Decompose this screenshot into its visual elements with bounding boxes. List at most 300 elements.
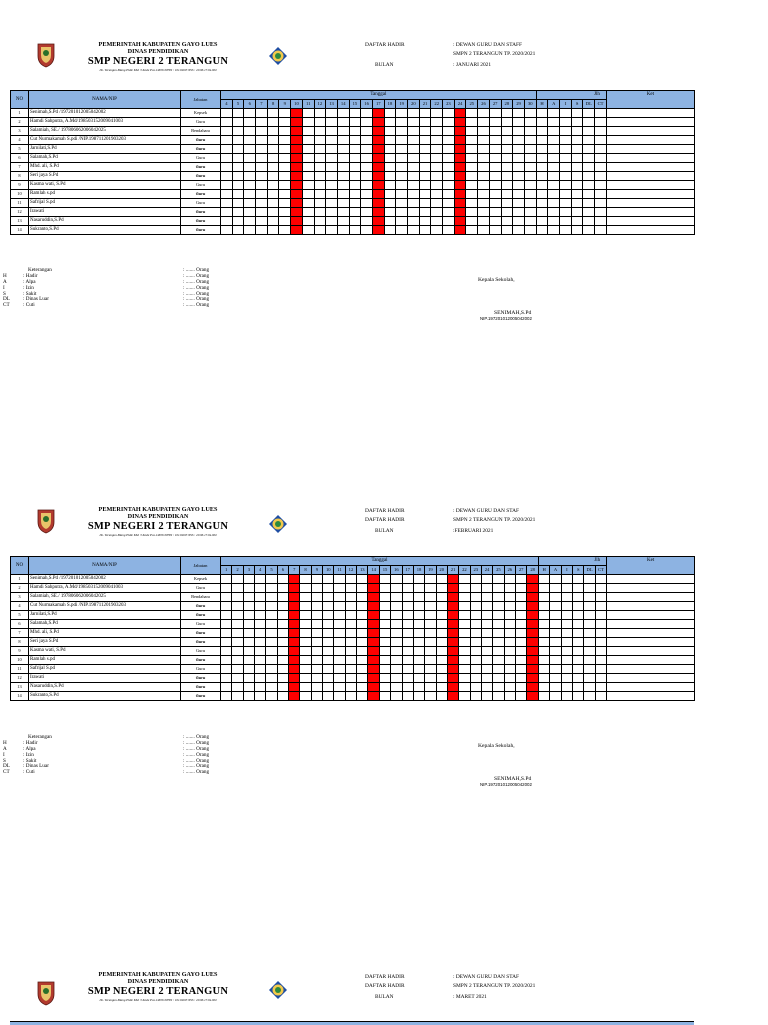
- attendance-cell: [527, 629, 539, 638]
- row-number: 13: [11, 217, 29, 226]
- attendance-cell: [337, 154, 349, 163]
- attendance-cell: [595, 656, 606, 665]
- attendance-cell: [291, 217, 303, 226]
- attendance-cell: [470, 620, 481, 629]
- attendance-cell: [443, 217, 455, 226]
- staff-jabatan: Guru: [181, 136, 221, 145]
- attendance-cell: [413, 692, 424, 701]
- attendance-cell: [357, 638, 368, 647]
- attendance-cell: [436, 647, 447, 656]
- attendance-cell: [419, 208, 431, 217]
- attendance-cell: [326, 181, 338, 190]
- attendance-cell: [255, 584, 266, 593]
- attendance-cell: [314, 172, 326, 181]
- row-number: 6: [11, 154, 29, 163]
- attendance-cell: [334, 665, 345, 674]
- row-number: 8: [11, 172, 29, 181]
- attendance-cell: [302, 145, 314, 154]
- staff-jabatan: Guru: [181, 226, 221, 235]
- attendance-cell: [524, 208, 536, 217]
- staff-jabatan: Guru: [181, 190, 221, 199]
- ket-cell: [606, 109, 694, 118]
- attendance-cell: [573, 656, 584, 665]
- attendance-cell: [573, 575, 584, 584]
- attendance-cell: [334, 584, 345, 593]
- attendance-cell: [571, 118, 583, 127]
- attendance-cell: [459, 656, 470, 665]
- attendance-cell: [595, 584, 606, 593]
- day-header: 12: [345, 566, 356, 575]
- attendance-cell: [501, 145, 513, 154]
- attendance-cell: [481, 602, 492, 611]
- attendance-cell: [291, 163, 303, 172]
- legend-count: : ....... Orang: [183, 757, 210, 764]
- attendance-cell: [267, 226, 279, 235]
- attendance-cell: [243, 638, 254, 647]
- attendance-cell: [334, 638, 345, 647]
- attendance-cell: [361, 163, 373, 172]
- attendance-cell: [267, 109, 279, 118]
- attendance-cell: [232, 217, 244, 226]
- attendance-cell: [314, 127, 326, 136]
- day-header: 9: [279, 100, 291, 109]
- attendance-cell: [443, 127, 455, 136]
- attendance-cell: [447, 665, 458, 674]
- attendance-cell: [243, 629, 254, 638]
- staff-name: Irawati: [29, 674, 181, 683]
- attendance-cell: [515, 620, 526, 629]
- attendance-cell: [524, 145, 536, 154]
- attendance-cell: [431, 172, 443, 181]
- attendance-cell: [334, 656, 345, 665]
- staff-jabatan: Guru: [181, 145, 221, 154]
- attendance-cell: [408, 181, 420, 190]
- attendance-cell: [501, 181, 513, 190]
- attendance-cell: [326, 163, 338, 172]
- staff-name: Safrijal S.pd: [29, 199, 181, 208]
- attendance-cell: [337, 145, 349, 154]
- attendance-cell: [402, 692, 413, 701]
- attendance-cell: [454, 217, 466, 226]
- attendance-cell: [408, 208, 420, 217]
- attendance-cell: [279, 127, 291, 136]
- attendance-cell: [323, 692, 334, 701]
- legend-key: CT: [3, 769, 10, 776]
- attendance-cell: [361, 145, 373, 154]
- attendance-cell: [379, 611, 390, 620]
- attendance-cell: [345, 683, 356, 692]
- day-header: 7: [256, 100, 268, 109]
- attendance-cell: [504, 692, 515, 701]
- attendance-cell: [481, 638, 492, 647]
- attendance-cell: [267, 208, 279, 217]
- attendance-cell: [357, 602, 368, 611]
- attendance-cell: [527, 665, 539, 674]
- attendance-cell: [221, 208, 233, 217]
- attendance-cell: [466, 217, 478, 226]
- attendance-cell: [443, 118, 455, 127]
- bulan-value: : JANUARI 2021: [453, 62, 492, 69]
- attendance-cell: [595, 145, 607, 154]
- attendance-cell: [334, 629, 345, 638]
- legend-desc: : Cuti: [23, 769, 35, 776]
- legend-key: H: [3, 272, 7, 279]
- attendance-cell: [436, 674, 447, 683]
- attendance-cell: [337, 172, 349, 181]
- legend-key: DL: [3, 763, 10, 770]
- attendance-cell: [504, 620, 515, 629]
- attendance-cell: [573, 593, 584, 602]
- attendance-cell: [443, 154, 455, 163]
- attendance-cell: [548, 127, 560, 136]
- attendance-cell: [368, 584, 379, 593]
- legend-title: Keterangan: [28, 267, 52, 273]
- attendance-cell: [244, 127, 256, 136]
- attendance-cell: [501, 217, 513, 226]
- staff-name: Seri jaya S.Pd: [29, 172, 181, 181]
- attendance-cell: [361, 154, 373, 163]
- staff-jabatan: Guru: [181, 692, 221, 701]
- school-name: SMP NEGERI 2 TERANGUN: [87, 521, 229, 532]
- attendance-cell: [300, 584, 311, 593]
- attendance-cell: [595, 127, 607, 136]
- attendance-cell: [302, 217, 314, 226]
- legend-count: : ....... Orang: [183, 734, 210, 740]
- ket-cell: [607, 584, 695, 593]
- attendance-cell: [501, 109, 513, 118]
- attendance-cell: [334, 593, 345, 602]
- attendance-cell: [289, 629, 300, 638]
- attendance-cell: [396, 217, 408, 226]
- attendance-cell: [524, 163, 536, 172]
- day-header: 15: [379, 566, 390, 575]
- attendance-cell: [361, 199, 373, 208]
- attendance-cell: [524, 181, 536, 190]
- attendance-cell: [391, 575, 402, 584]
- attendance-cell: [300, 629, 311, 638]
- attendance-cell: [244, 190, 256, 199]
- attendance-cell: [470, 683, 481, 692]
- attendance-cell: [289, 620, 300, 629]
- attendance-cell: [326, 136, 338, 145]
- attendance-cell: [573, 611, 584, 620]
- attendance-cell: [372, 136, 384, 145]
- attendance-cell: [583, 127, 595, 136]
- attendance-cell: [548, 154, 560, 163]
- sheet-meta: [365, 41, 665, 70]
- attendance-cell: [384, 136, 396, 145]
- attendance-cell: [595, 692, 606, 701]
- attendance-cell: [357, 620, 368, 629]
- ket-cell: [606, 199, 694, 208]
- attendance-cell: [291, 145, 303, 154]
- attendance-cell: [454, 208, 466, 217]
- extra-label: DAFTAR HADIR: [365, 982, 405, 989]
- attendance-cell: [279, 199, 291, 208]
- attendance-cell: [368, 638, 379, 647]
- attendance-cell: [539, 683, 550, 692]
- attendance-cell: [481, 629, 492, 638]
- table-row: [11, 629, 695, 638]
- attendance-cell: [232, 638, 243, 647]
- legend-desc: : Dinas Luar: [23, 296, 49, 303]
- attendance-cell: [221, 118, 233, 127]
- attendance-cell: [584, 575, 595, 584]
- attendance-cell: [447, 638, 458, 647]
- staff-jabatan: Guru: [181, 656, 221, 665]
- attendance-cell: [548, 181, 560, 190]
- attendance-cell: [255, 620, 266, 629]
- attendance-cell: [372, 154, 384, 163]
- signature-nip: NIP.197201012005042002: [480, 782, 532, 787]
- attendance-cell: [548, 190, 560, 199]
- attendance-cell: [431, 154, 443, 163]
- attendance-cell: [489, 145, 501, 154]
- attendance-cell: [345, 692, 356, 701]
- letterhead: [60, 507, 256, 537]
- attendance-cell: [396, 118, 408, 127]
- header-jabatan: Jabatan: [181, 557, 221, 575]
- attendance-cell: [443, 136, 455, 145]
- attendance-cell: [291, 109, 303, 118]
- day-header: 8: [267, 100, 279, 109]
- legend-desc: : Hadir: [23, 272, 38, 279]
- attendance-cell: [459, 638, 470, 647]
- attendance-cell: [536, 172, 548, 181]
- attendance-cell: [425, 584, 436, 593]
- attendance-cell: [560, 145, 572, 154]
- attendance-cell: [300, 692, 311, 701]
- legend-key: A: [3, 278, 7, 285]
- attendance-cell: [300, 683, 311, 692]
- attendance-cell: [244, 163, 256, 172]
- sheet-meta: [365, 507, 665, 536]
- attendance-cell: [548, 145, 560, 154]
- attendance-cell: [232, 226, 244, 235]
- day-header: 16: [391, 566, 402, 575]
- attendance-cell: [560, 226, 572, 235]
- attendance-cell: [489, 199, 501, 208]
- day-header: 7: [289, 566, 300, 575]
- attendance-cell: [493, 647, 504, 656]
- day-header: 16: [361, 100, 373, 109]
- legend-desc: : Alpa: [23, 745, 36, 752]
- attendance-cell: [470, 674, 481, 683]
- ket-cell: [607, 611, 695, 620]
- signature-name: SENIMAH,S.Pd: [494, 310, 532, 316]
- row-number: 2: [11, 584, 29, 593]
- attendance-cell: [478, 154, 490, 163]
- table-row: [11, 593, 695, 602]
- ket-cell: [607, 620, 695, 629]
- attendance-cell: [396, 226, 408, 235]
- attendance-cell: [524, 118, 536, 127]
- attendance-cell: [372, 217, 384, 226]
- attendance-cell: [583, 154, 595, 163]
- attendance-cell: [583, 217, 595, 226]
- table-row: [11, 190, 695, 199]
- attendance-cell: [454, 145, 466, 154]
- staff-name: Mhd. ali, S.Pd: [29, 163, 181, 172]
- attendance-cell: [413, 611, 424, 620]
- table-top-border: [10, 1021, 694, 1025]
- ket-cell: [606, 145, 694, 154]
- attendance-cell: [573, 584, 584, 593]
- attendance-cell: [255, 638, 266, 647]
- attendance-cell: [548, 226, 560, 235]
- bulan-label: BULAN: [375, 528, 394, 535]
- attendance-cell: [501, 127, 513, 136]
- ket-cell: [607, 575, 695, 584]
- staff-name: Seri jaya S.Pd: [29, 638, 181, 647]
- attendance-cell: [436, 665, 447, 674]
- attendance-cell: [391, 647, 402, 656]
- attendance-cell: [326, 118, 338, 127]
- attendance-cell: [431, 208, 443, 217]
- attendance-cell: [513, 136, 525, 145]
- attendance-cell: [443, 145, 455, 154]
- attendance-cell: [267, 154, 279, 163]
- attendance-cell: [221, 629, 232, 638]
- attendance-cell: [425, 638, 436, 647]
- table-row: [11, 172, 695, 181]
- attendance-cell: [459, 665, 470, 674]
- day-header: 10: [291, 100, 303, 109]
- attendance-cell: [524, 172, 536, 181]
- attendance-cell: [583, 136, 595, 145]
- attendance-cell: [300, 638, 311, 647]
- attendance-cell: [345, 611, 356, 620]
- attendance-cell: [311, 629, 322, 638]
- attendance-cell: [402, 629, 413, 638]
- row-number: 10: [11, 656, 29, 665]
- attendance-cell: [539, 638, 550, 647]
- table-row: [11, 109, 695, 118]
- gayo-lues-crest-icon: [36, 508, 56, 534]
- attendance-cell: [413, 575, 424, 584]
- attendance-cell: [447, 602, 458, 611]
- ket-cell: [606, 190, 694, 199]
- table-row: [11, 145, 695, 154]
- attendance-cell: [504, 683, 515, 692]
- attendance-cell: [277, 611, 288, 620]
- day-header: 30: [524, 100, 536, 109]
- attendance-cell: [478, 163, 490, 172]
- gayo-lues-crest-icon: [36, 980, 56, 1006]
- attendance-cell: [384, 172, 396, 181]
- attendance-cell: [443, 181, 455, 190]
- staff-jabatan: Bendahara: [181, 127, 221, 136]
- day-header: CT: [595, 566, 606, 575]
- attendance-cell: [323, 665, 334, 674]
- attendance-cell: [408, 154, 420, 163]
- staff-name: Nasaruddin,S.Pd: [29, 683, 181, 692]
- attendance-cell: [470, 647, 481, 656]
- staff-jabatan: Guru: [181, 118, 221, 127]
- attendance-cell: [243, 575, 254, 584]
- attendance-cell: [232, 575, 243, 584]
- staff-jabatan: Guru: [181, 172, 221, 181]
- staff-name: Hamdi Sahputra, A.Md/198503152009041003: [29, 118, 181, 127]
- attendance-cell: [454, 154, 466, 163]
- attendance-cell: [311, 602, 322, 611]
- attendance-cell: [279, 109, 291, 118]
- attendance-cell: [595, 575, 606, 584]
- day-header: H: [536, 100, 548, 109]
- attendance-cell: [584, 674, 595, 683]
- attendance-cell: [323, 647, 334, 656]
- attendance-cell: [379, 683, 390, 692]
- attendance-cell: [289, 584, 300, 593]
- attendance-cell: [527, 602, 539, 611]
- attendance-cell: [277, 638, 288, 647]
- attendance-cell: [419, 199, 431, 208]
- day-header: 1: [221, 566, 232, 575]
- ket-cell: [607, 683, 695, 692]
- attendance-cell: [256, 118, 268, 127]
- attendance-cell: [527, 683, 539, 692]
- staff-jabatan: Guru: [181, 620, 221, 629]
- attendance-cell: [266, 647, 277, 656]
- attendance-cell: [311, 620, 322, 629]
- attendance-cell: [571, 145, 583, 154]
- legend-count: : ....... Orang: [183, 763, 210, 770]
- staff-name: Cut Nurmakamah S.pdi /NIP.198711201903203: [29, 602, 181, 611]
- attendance-cell: [279, 226, 291, 235]
- attendance-cell: [550, 674, 561, 683]
- attendance-cell: [584, 683, 595, 692]
- attendance-cell: [584, 656, 595, 665]
- bulan-value: :FEBRUARI 2021: [453, 528, 494, 535]
- attendance-cell: [267, 190, 279, 199]
- attendance-cell: [302, 118, 314, 127]
- attendance-cell: [436, 593, 447, 602]
- day-header: DL: [583, 100, 595, 109]
- ket-cell: [606, 127, 694, 136]
- attendance-cell: [311, 638, 322, 647]
- attendance-cell: [454, 118, 466, 127]
- ket-cell: [607, 638, 695, 647]
- attendance-cell: [571, 127, 583, 136]
- row-number: 1: [11, 109, 29, 118]
- attendance-cell: [595, 118, 607, 127]
- attendance-cell: [595, 208, 607, 217]
- attendance-cell: [337, 226, 349, 235]
- day-header: 28: [527, 566, 539, 575]
- attendance-cell: [232, 620, 243, 629]
- attendance-cell: [584, 692, 595, 701]
- attendance-cell: [379, 665, 390, 674]
- row-number: 11: [11, 199, 29, 208]
- legend-key: I: [3, 284, 5, 291]
- ket-cell: [606, 154, 694, 163]
- day-header: 23: [470, 566, 481, 575]
- legend-desc: : Sakit: [23, 757, 37, 764]
- attendance-cell: [402, 647, 413, 656]
- attendance-cell: [584, 620, 595, 629]
- attendance-cell: [361, 190, 373, 199]
- attendance-cell: [267, 145, 279, 154]
- attendance-cell: [454, 127, 466, 136]
- attendance-cell: [337, 118, 349, 127]
- attendance-cell: [493, 620, 504, 629]
- attendance-cell: [447, 647, 458, 656]
- attendance-cell: [501, 163, 513, 172]
- attendance-cell: [470, 602, 481, 611]
- attendance-cell: [436, 656, 447, 665]
- attendance-cell: [470, 575, 481, 584]
- attendance-cell: [334, 647, 345, 656]
